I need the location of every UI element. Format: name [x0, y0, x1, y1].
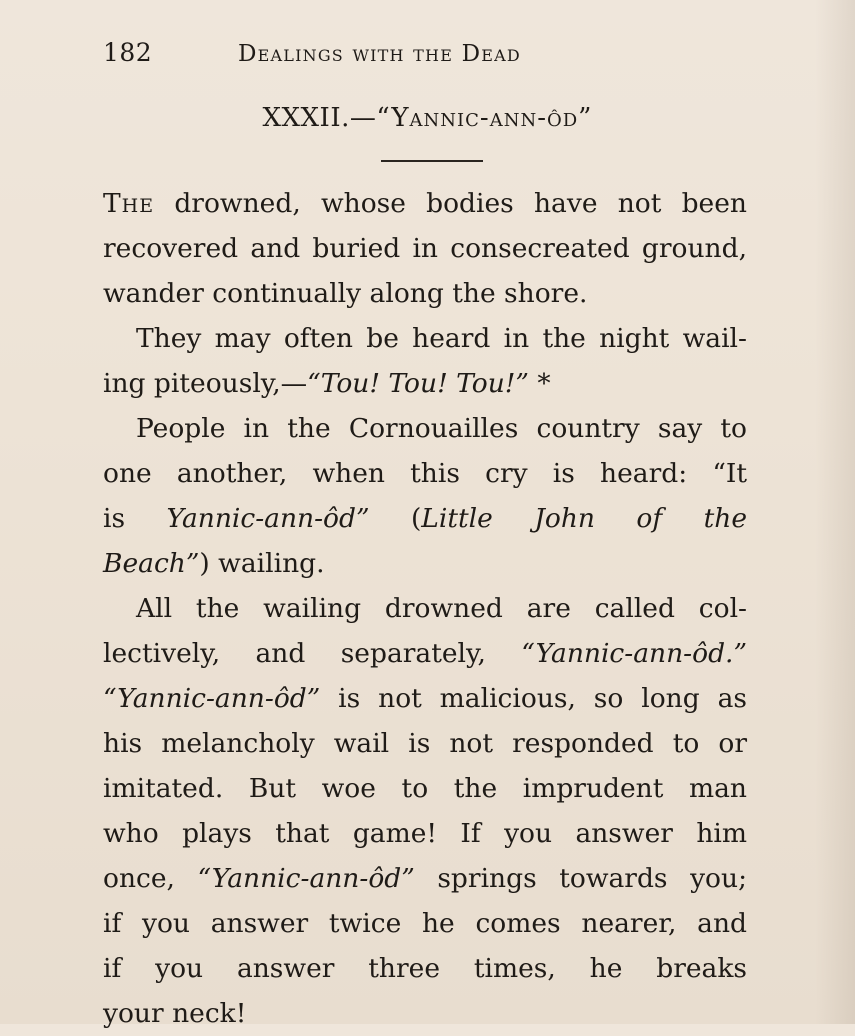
- body-text: [103, 181, 747, 1036]
- heading-divider: [381, 160, 483, 162]
- running-header: [103, 38, 623, 74]
- text-line: They may often be heard in the night wail-: [136, 323, 747, 354]
- page-number: 182: [103, 38, 153, 67]
- italic-span: Little John of the: [421, 503, 747, 534]
- text-line: if you answer twice he comes nearer, and: [103, 908, 747, 939]
- text-line: who plays that game! If you answer him: [103, 818, 747, 849]
- text-span: lectively, and separately,: [103, 638, 522, 669]
- text-line: his melancholy wail is not responded to or: [103, 728, 747, 759]
- italic-span: Beach”: [103, 548, 200, 579]
- page-edge-shadow: [815, 0, 855, 1024]
- chapter-number: XXXII.—: [262, 103, 377, 133]
- text-line: [103, 496, 747, 541]
- text-line: [103, 541, 747, 586]
- italic-span: “Yannic-ann-ôd.”: [521, 638, 747, 669]
- footnote-marker: *: [528, 368, 551, 399]
- text-line: [103, 856, 747, 901]
- text-line: recovered and buried in consecreated ground,: [103, 233, 747, 264]
- running-title: Dealings with the Dead: [238, 41, 521, 67]
- text-line: imitated. But woe to the imprudent man: [103, 773, 747, 804]
- text-line: People in the Cornouailles country say to: [136, 413, 747, 444]
- text-line: All the wailing drowned are called col-: [136, 593, 747, 624]
- text-line: wander continually along the shore.: [103, 278, 588, 309]
- text-span: drowned, whose bodies have not been: [154, 188, 747, 219]
- lead-word: The: [103, 188, 155, 219]
- italic-span: “Yannic-ann-ôd”: [103, 683, 321, 714]
- text-line: [103, 181, 747, 226]
- text-span: is not malicious, so long as: [320, 683, 747, 714]
- italic-span: “Yannic-ann-ôd”: [197, 863, 415, 894]
- text-span: ) wailing.: [199, 548, 325, 579]
- text-span: ing piteously,—: [103, 368, 308, 399]
- text-span: once,: [103, 863, 198, 894]
- italic-span: “Tou! Tou! Tou!”: [307, 368, 529, 399]
- text-line: [103, 631, 747, 676]
- text-span: (: [369, 503, 422, 534]
- text-line: [103, 676, 747, 721]
- text-span: springs towards you;: [414, 863, 747, 894]
- text-line: one another, when this cry is heard: “It: [103, 458, 747, 489]
- chapter-title: “Yannic-ann-ôd”: [376, 103, 593, 133]
- italic-span: Yannic-ann-ôd”: [166, 503, 370, 534]
- text-line: [103, 361, 747, 406]
- text-line: if you answer three times, he breaks: [103, 953, 747, 984]
- text-line: your neck!: [103, 998, 247, 1029]
- text-span: is: [103, 503, 167, 534]
- chapter-heading: [0, 103, 855, 133]
